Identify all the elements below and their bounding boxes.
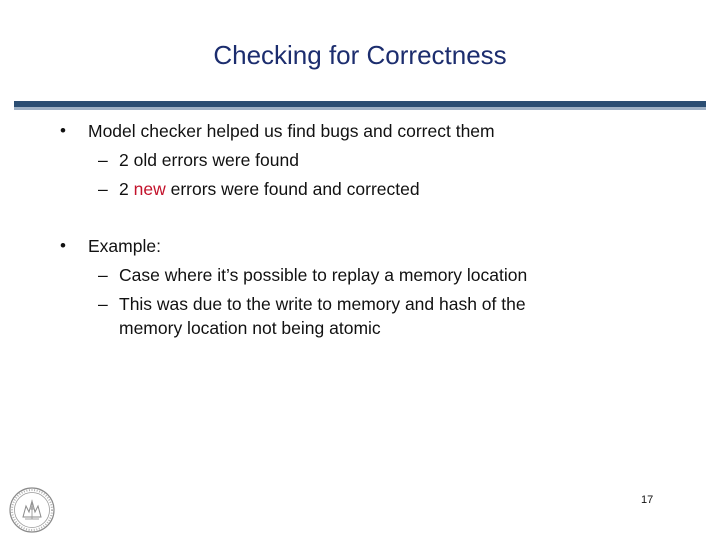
sub-bullet-text-continued: memory location not being atomic [119, 318, 381, 338]
sub-bullet-text: 2 old errors were found [119, 150, 299, 170]
title-divider-shadow [14, 107, 706, 110]
sub-bullet-text [119, 179, 420, 200]
bullet-icon: • [60, 121, 66, 140]
page-number: 17 [641, 494, 654, 506]
dash-icon: – [98, 179, 108, 199]
dash-icon: – [98, 150, 108, 170]
sub-bullet-text: This was due to the write to memory and hash of the [119, 294, 526, 314]
university-seal-icon [8, 486, 56, 534]
bullet-text: Example: [88, 236, 161, 256]
bullet-icon: • [60, 236, 66, 255]
sub-bullet-text-post: errors were found and corrected [165, 179, 420, 199]
sub-bullet-text-pre: 2 [119, 179, 134, 199]
bullet-text: Model checker helped us find bugs and correct them [88, 121, 495, 141]
slide-title: Checking for Correctness [213, 40, 507, 70]
dash-icon: – [98, 294, 108, 314]
sub-bullet-text: Case where it’s possible to replay a memory location [119, 265, 528, 285]
dash-icon: – [98, 265, 108, 285]
highlighted-word: new [133, 179, 166, 199]
